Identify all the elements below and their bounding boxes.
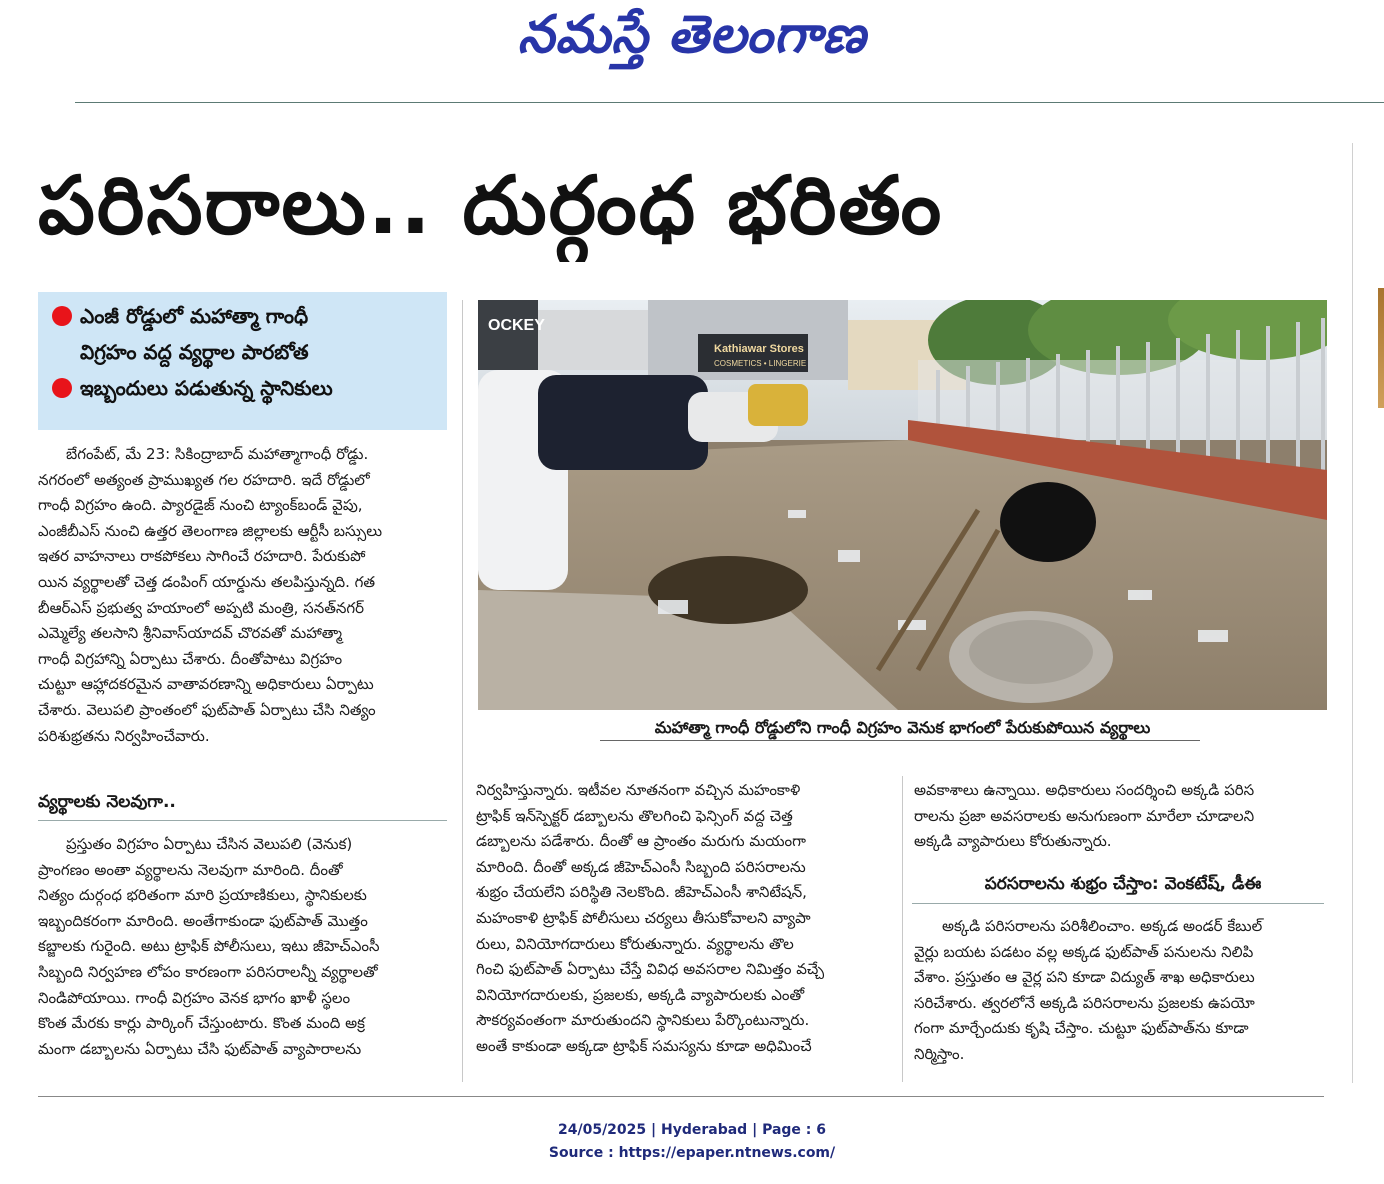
subhead-underline — [912, 903, 1324, 904]
masthead — [0, 0, 1384, 80]
news-photo — [478, 300, 1327, 710]
red-bullet-icon — [52, 306, 72, 326]
body-text-line: ప్రస్తుతం విగ్రహం ఏర్పాటు చేసిన వెలుపలి (వెనుక) — [66, 835, 353, 853]
footer-source-link[interactable]: Source : https://epaper.ntnews.com/ — [548, 1145, 836, 1161]
body-text-line: యిన వ్యర్థాలతో చెత్త డంపింగ్ యార్డును తలపిస్తున్నది. గత — [38, 572, 376, 591]
caption-underline — [600, 740, 1200, 741]
footer-date-city-page: 24/05/2025 | Hyderabad | Page : 6 — [557, 1122, 827, 1138]
body-text-line: వేశాం. ప్రస్తుతం ఆ వైర్ల పని కూడా విద్యుత్ శాఖ అధికారులు — [914, 968, 1255, 987]
body-text-line: అక్కడి వ్యాపారులు కోరుతున్నారు. — [914, 832, 1112, 851]
section-subhead: వ్యర్థాలకు నెలవుగా.. — [38, 792, 176, 812]
body-text-line: రాలను ప్రజా అవసరాలకు అనుగుణంగా మారేలా చూడాలని — [914, 806, 1255, 825]
body-text-line: సౌకర్యవంతంగా మారుతుందని స్థానికులు పేర్కొంటున్నారు. — [476, 1011, 810, 1030]
body-text-line: మహంకాళి ట్రాఫిక్ పోలీసులు చర్యలు తీసుకోవాలని వ్యాపా — [476, 908, 811, 927]
body-text-line: సిబ్బంది నిర్వహణ లోపం కారణంగా పరిసరాలన్నీ వ్యర్థాలతో — [38, 962, 378, 981]
body-text-line: ఇతర వాహనాలు రాకపోకలు సాగించే రహదారి. పేరుకుపో — [38, 547, 366, 566]
highlight-item — [48, 298, 437, 334]
article-column-3-paragraph-2 — [914, 914, 1326, 1068]
section-subhead: పరసరాలను శుభ్రం చేస్తాం: వెంకటేష్, డీఈ — [984, 874, 1262, 894]
column-divider — [462, 300, 463, 1082]
body-text-line: నగరంలో అత్యంత ప్రాముఖ్యత గల రహదారి. ఇదే రోడ్డులో — [38, 470, 370, 489]
body-text-line: ట్రాఫిక్ ఇన్‌స్పెక్టర్ డబ్బాలను తొలగించి ఫెన్సింగ్ వద్ద చెత్త — [476, 806, 793, 825]
body-text-line: చుట్టూ ఆహ్లాదకరమైన వాతావరణాన్ని అధికారులు ఏర్పాటు — [38, 675, 374, 694]
body-text-line: గాంధీ విగ్రహాన్ని ఏర్పాటు చేశారు. దీంతోపాటు విగ్రహం — [38, 649, 343, 668]
garbage-footpath-illustration — [478, 300, 1327, 710]
highlight-text: ఎంజీ రోడ్డులో మహాత్మా గాంధీ — [80, 304, 309, 328]
body-text-line: డబ్బాలను పడేశారు. దీంతో ఆ ప్రాంతం మరుగు మయంగా — [476, 832, 806, 851]
body-text-line: వినియోగదారులకు, ప్రజలకు, అక్కడి వ్యాపారులకు ఎంతో — [476, 985, 805, 1004]
highlight-item-continued — [48, 334, 437, 370]
highlight-text: ఇబ్బందులు పడుతున్న స్థానికులు — [80, 376, 333, 400]
adjacent-article-fragment — [1356, 150, 1384, 240]
article-headline: పరిసరాలు.. దుర్గంధ భరితం — [38, 159, 944, 252]
body-text-line: అంతే కాకుండా అక్కడా ట్రాఫిక్ సమస్యను కూడా అధిమించే — [476, 1036, 812, 1055]
masthead-logo: నమస్తే తెలంగాణ — [517, 4, 867, 65]
highlights-box — [38, 292, 447, 430]
body-text-line: ఎమ్మెల్యే తలసాని శ్రీనివాస్‌యాదవ్ చొరవతో మహాత్మా — [38, 624, 342, 643]
highlight-item — [48, 370, 437, 406]
body-text-line: కొంత మేరకు కార్లు పార్కింగ్ చేస్తుంటారు. కొంత మంది అక్ర — [38, 1014, 365, 1033]
footer-divider — [38, 1096, 1324, 1097]
body-text-line: నిత్యం దుర్గంధ భరితంగా మారి ప్రయాణికులు, స్థానికులకు — [38, 886, 367, 905]
body-text-line: శుభ్రం చేయలేని పరిస్థితి నెలకొంది. జీహెచ్‌ఎంసీ శానిటేషన్, — [476, 883, 807, 902]
body-text-line: కబ్జాలకు గురైంది. అటు ట్రాఫిక్ పోలీసులు, ఇటు జీహెచ్‌ఎంసీ — [38, 937, 380, 956]
article-column-3-paragraph-1 — [914, 778, 1326, 855]
body-text-line: బీఆర్‌ఎస్ ప్రభుత్వ హయాంలో అప్పటి మంత్రి, సనత్‌నగర్ — [38, 598, 365, 617]
body-text-line: పరిశుభ్రతను నిర్వహించేవారు. — [38, 726, 210, 745]
masthead-divider — [75, 102, 1384, 103]
photo-caption: మహాత్మా గాంధీ రోడ్డులోని గాంధీ విగ్రహం వెనుక భాగంలో పేరుకుపోయిన వ్యర్థాలు — [654, 718, 1151, 737]
body-text-line: గంగా మార్చేందుకు కృషి చేస్తాం. చుట్టూ ఫుట్‌పాత్‌ను కూడా — [914, 1019, 1249, 1038]
body-text-line: మంగా డబ్బాలను ఏర్పాటు చేసి ఫుట్‌పాత్ వ్యాపారాలను — [38, 1039, 362, 1058]
highlight-text: విగ్రహం వద్ద వ్యర్థాల పారబోత — [80, 340, 309, 364]
body-text-line: ఇబ్బందికరంగా మారింది. అంతేగాకుండా ఫుట్‌పాత్ మొత్తం — [38, 911, 368, 930]
article-column-1-paragraph-2 — [38, 832, 447, 1062]
article-column-1-paragraph-1 — [38, 442, 447, 749]
body-text-line: బేగంపేట్, మే 23: సికింద్రాబాద్ మహాత్మాగాంధీ రోడ్డు. — [66, 445, 369, 463]
adjacent-article-photo-fragment — [1378, 288, 1384, 408]
body-text-line: మారింది. దీంతో అక్కడ జీహెచ్‌ఎంసీ సిబ్బంది పరిసరాలను — [476, 857, 806, 876]
store-sign-text: COSMETICS • LINGERIE — [714, 359, 807, 368]
body-text-line: అవకాశాలు ఉన్నాయి. అధికారులు సందర్శించి అక్కడి పరిస — [914, 781, 1255, 799]
adjacent-article-divider — [1352, 143, 1353, 1083]
body-text-line: చేశారు. వెలుపలి ప్రాంతంలో ఫుట్‌పాత్ ఏర్పాటు చేసి నిత్యం — [38, 700, 376, 719]
red-bullet-icon — [52, 378, 72, 398]
body-text-line: వైర్లు బయట పడటం వల్ల అక్కడ ఫుట్‌పాత్ పనులను నిలిపి — [914, 942, 1254, 961]
body-text-line: ఎంజీబీఎస్ నుంచి ఉత్తర తెలంగాణ జిల్లాలకు ఆర్టీసీ బస్సులు — [38, 521, 383, 540]
body-text-line: గించి ఫుట్‌పాత్ ఏర్పాటు చేస్తే వివిధ అవసరాల నిమిత్తం వచ్చే — [476, 960, 825, 979]
body-text-line: నిర్వహిస్తున్నారు. ఇటీవల నూతనంగా వచ్చిన మహంకాళి — [476, 781, 801, 799]
store-sign-text: OCKEY — [488, 317, 545, 334]
store-sign-text: Kathiawar Stores — [714, 343, 804, 355]
column-divider — [902, 776, 903, 1082]
body-text-line: ప్రాంగణం అంతా వ్యర్థాలను నెలవుగా మారింది. దీంతో — [38, 860, 343, 879]
body-text-line: రులు, వినియోగదారులు కోరుతున్నారు. వ్యర్థాలను తొల — [476, 934, 794, 953]
body-text-line: సరిచేశారు. త్వరలోనే అక్కడి పరిసరాలను ప్రజలకు ఉపయో — [914, 993, 1255, 1012]
subhead-underline — [38, 820, 447, 821]
article-column-2 — [476, 778, 888, 1060]
body-text-line: గాంధీ విగ్రహం ఉంది. ప్యారడైజ్ నుంచి ట్యాంక్‌బండ్ వైపు, — [38, 496, 363, 515]
body-text-line: నిర్మిస్తాం. — [914, 1044, 965, 1063]
body-text-line: నిండిపోయాయి. గాంధీ విగ్రహం వెనక భాగం ఖాళీ స్థలం — [38, 988, 351, 1007]
body-text-line: అక్కడి పరిసరాలను పరిశీలించాం. అక్కడ అండర్ కేబుల్ — [942, 917, 1263, 935]
